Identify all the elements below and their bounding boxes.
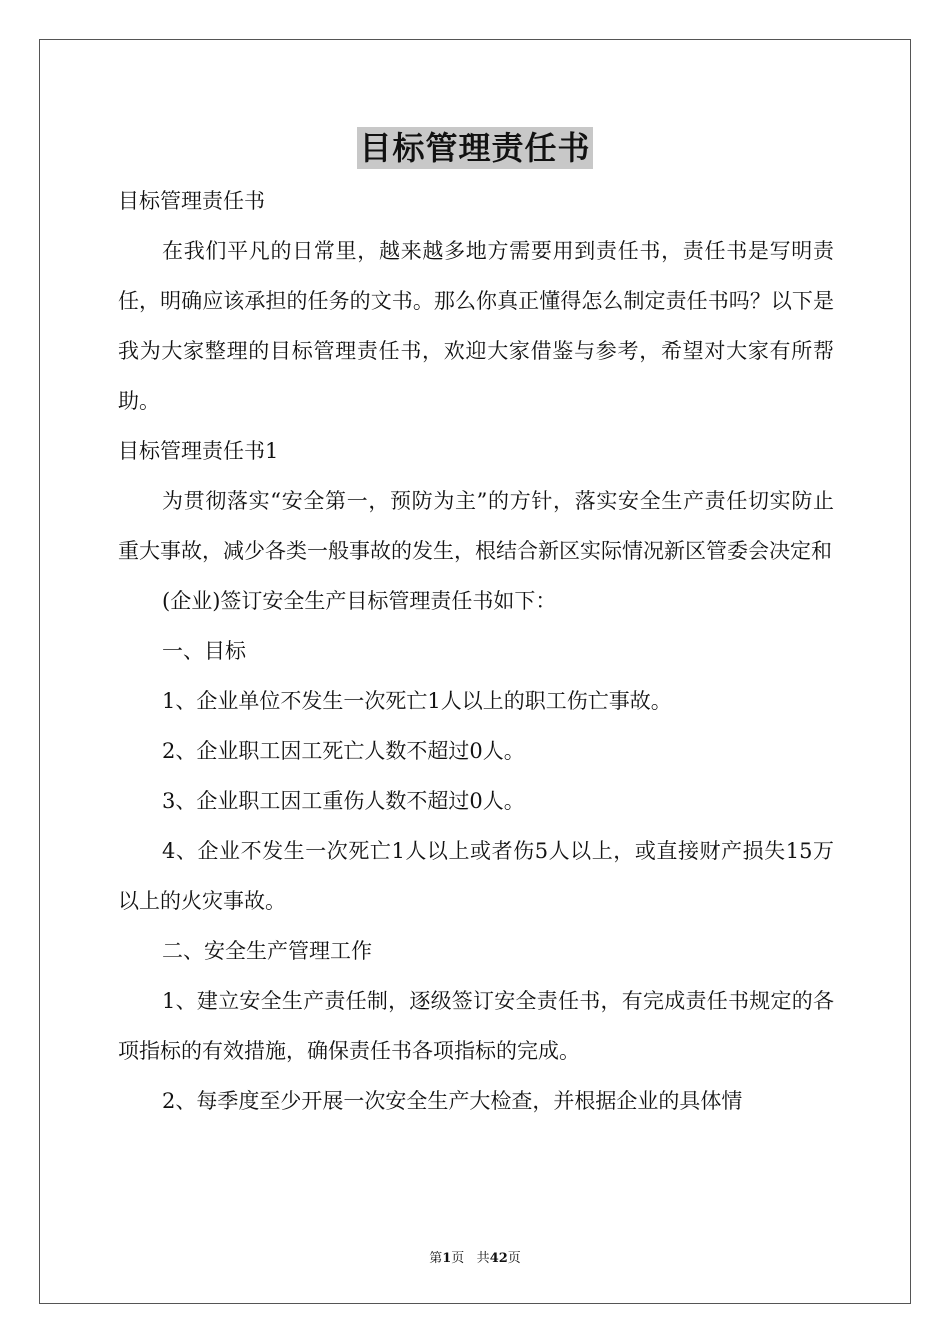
paragraph: 一、目标 (162, 639, 246, 663)
total-suffix: 页 (507, 1251, 521, 1266)
paragraph: 为贯彻落实“安全第一，预防为主”的方针，落实安全生产责任切实防止重大事故，减少各类一般事故的发生，根结合新区实际情况新区管委会决定和 (118, 489, 834, 563)
paragraph: 2、每季度至少开展一次安全生产大检查，并根据企业的具体情 (162, 1089, 743, 1113)
paragraph: 1、建立安全生产责任制，逐级签订安全责任书，有完成责任书规定的各项指标的有效措施，确保责任书各项指标的完成。 (118, 989, 834, 1063)
document-title: 目标管理责任书 (359, 129, 591, 167)
paragraph: 1、企业单位不发生一次死亡1人以上的职工伤亡事故。 (162, 689, 672, 713)
total-prefix: 共 (476, 1251, 490, 1266)
paragraph: 在我们平凡的日常里，越来越多地方需要用到责任书，责任书是写明责任，明确应该承担的任务的文书。那么你真正懂得怎么制定责任书吗？以下是我为大家整理的目标管理责任书，欢迎大家借鉴与参考，希望对大家有所帮助。 (118, 239, 834, 413)
page-prefix: 第 (429, 1251, 443, 1266)
total-pages: 42 (489, 1251, 508, 1266)
paragraph: (企业)签订安全生产目标管理责任书如下： (162, 589, 557, 613)
paragraph: 目标管理责任书1 (118, 439, 279, 463)
paragraph: 2、企业职工因工死亡人数不超过0人。 (162, 739, 525, 763)
page-number: 1 (442, 1251, 452, 1266)
paragraph: 3、企业职工因工重伤人数不超过0人。 (162, 789, 525, 813)
paragraph: 4、企业不发生一次死亡1人以上或者伤5人以上，或直接财产损失15万以上的火灾事故。 (118, 839, 834, 913)
paragraph: 目标管理责任书 (118, 189, 265, 213)
paragraph: 二、安全生产管理工作 (162, 939, 372, 963)
page-footer (0, 1247, 950, 1266)
page-suffix: 页 (451, 1251, 465, 1266)
document-body (118, 176, 834, 1126)
title-container (0, 127, 950, 169)
